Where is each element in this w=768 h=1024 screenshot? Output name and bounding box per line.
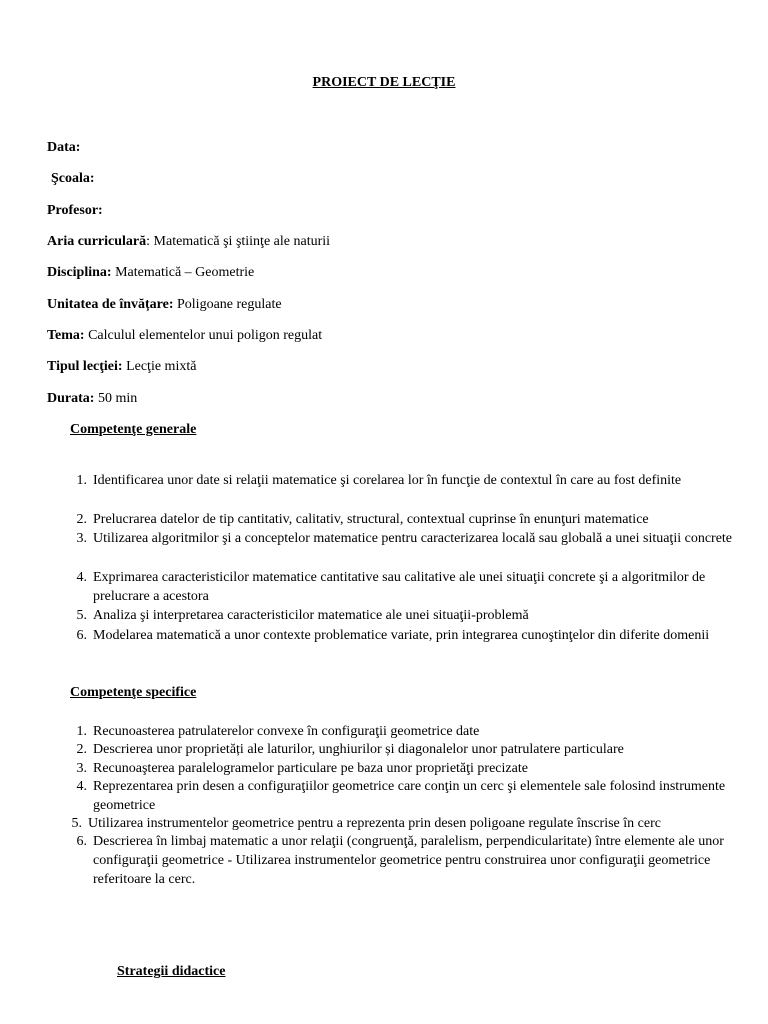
field-unitatea-value: Poligoane regulate <box>173 297 282 312</box>
list-item <box>76 529 733 548</box>
document-title: PROIECT DE LECŢIE <box>312 75 456 90</box>
field-aria <box>47 233 330 251</box>
list-item <box>76 568 708 606</box>
field-unitatea-label: Unitatea de învățare: <box>47 297 174 312</box>
field-tipul-label: Tipul lecţiei: <box>47 359 123 374</box>
list-item <box>76 722 743 741</box>
list-item-text: Identificarea unor date si relaţii matematice şi corelarea lor în funcţie de contextul în care au fost definite <box>93 473 682 488</box>
list-item-text: Reprezentarea prin desen a configuraţiilor geometrice care conţin un cerc şi elementele sale folosind instrumente geometrice <box>93 779 726 813</box>
list-item <box>76 471 733 490</box>
field-tipul <box>47 358 196 376</box>
list-item <box>76 759 743 778</box>
list-item-text: Recunoaşterea paralelogramelor particulare pe baza unor proprietăţi precizate <box>93 761 528 776</box>
list-item-text: Modelarea matematică a unor contexte problematice variate, prin integrarea cunoştinţelor din diferite domenii <box>93 628 710 643</box>
list-item-number: 1. <box>76 724 87 739</box>
field-unitatea <box>47 296 282 314</box>
field-durata <box>47 390 137 408</box>
list-item <box>71 814 758 833</box>
list-item-number: 3. <box>76 761 87 776</box>
list-item-number: 2. <box>76 742 87 757</box>
list-item-text: Analiza şi interpretarea caracteristicilor matematice ale unei situaţii-problemă <box>93 608 529 623</box>
field-scoala <box>51 170 95 188</box>
field-profesor <box>47 202 103 220</box>
list-item <box>76 740 743 759</box>
field-aria-value: : Matematică şi ştiinţe ale naturii <box>146 234 331 249</box>
field-scoala-label: Şcoala: <box>51 171 95 186</box>
list-item-number: 6. <box>76 628 87 643</box>
list-item-text: Utilizarea instrumentelor geometrice pentru a reprezenta prin desen poligoane regulate înscrise în cerc <box>88 816 661 831</box>
list-item-number: 2. <box>76 512 87 527</box>
field-tema-value: Calculul elementelor unui poligon regulat <box>84 328 323 343</box>
list-item-number: 4. <box>76 570 87 585</box>
list-item-number: 1. <box>76 473 87 488</box>
field-disciplina-value: Matematică – Geometrie <box>111 265 255 280</box>
list-item-text: Prelucrarea datelor de tip cantitativ, calitativ, structural, contextual cuprinse în enunţuri matematice <box>93 512 649 527</box>
list-item-number: 4. <box>76 779 87 794</box>
field-data-label: Data: <box>47 140 81 155</box>
list-item-number: 5. <box>76 608 87 623</box>
competente-specifice-heading: Competenţe specifice <box>70 685 197 700</box>
list-item-number: 3. <box>76 531 87 546</box>
list-item-number: 6. <box>76 834 87 849</box>
list-item-text: Descrierea unor proprietăți ale laturilor, unghiurilor și diagonalelor unor patrulatere particulare <box>93 742 624 757</box>
field-durata-label: Durata: <box>47 391 95 406</box>
field-tema-label: Tema: <box>47 328 85 343</box>
list-item <box>76 832 728 889</box>
field-aria-label: Aria curriculară <box>47 234 147 249</box>
competente-generale-heading: Competenţe generale <box>70 422 197 437</box>
list-item-number: 5. <box>71 816 82 831</box>
strategii-heading: Strategii didactice <box>117 964 226 979</box>
field-durata-value: 50 min <box>94 391 138 406</box>
list-item <box>76 606 733 625</box>
list-item <box>76 777 728 815</box>
list-item-text: Recunoasterea patrulaterelor convexe în configuraţii geometrice date <box>93 724 480 739</box>
list-item-text: Utilizarea algoritmilor şi a conceptelor matematice pentru caracterizarea locală sau globală a unei situaţii concrete <box>93 531 733 546</box>
list-item-text: Exprimarea caracteristicilor matematice cantitative sau calitative ale unei situaţii concrete şi a algoritmilor de prelucrare a acestora <box>93 570 706 604</box>
field-tema <box>47 327 322 345</box>
field-disciplina-label: Disciplina: <box>47 265 112 280</box>
field-profesor-label: Profesor: <box>47 203 103 218</box>
field-data <box>47 139 80 157</box>
list-item <box>76 510 753 529</box>
list-item-text: Descrierea în limbaj matematic a unor relaţii (congruenţă, paralelism, perpendicularitate) între elemente ale unor configuraţii geometrice - Utilizarea instrumentelor geometrice pentru construirea unor configuraţii geometrice referitoare la cerc. <box>93 834 724 887</box>
field-disciplina <box>47 264 254 282</box>
list-item <box>76 626 733 645</box>
field-tipul-value: Lecţie mixtă <box>122 359 197 374</box>
